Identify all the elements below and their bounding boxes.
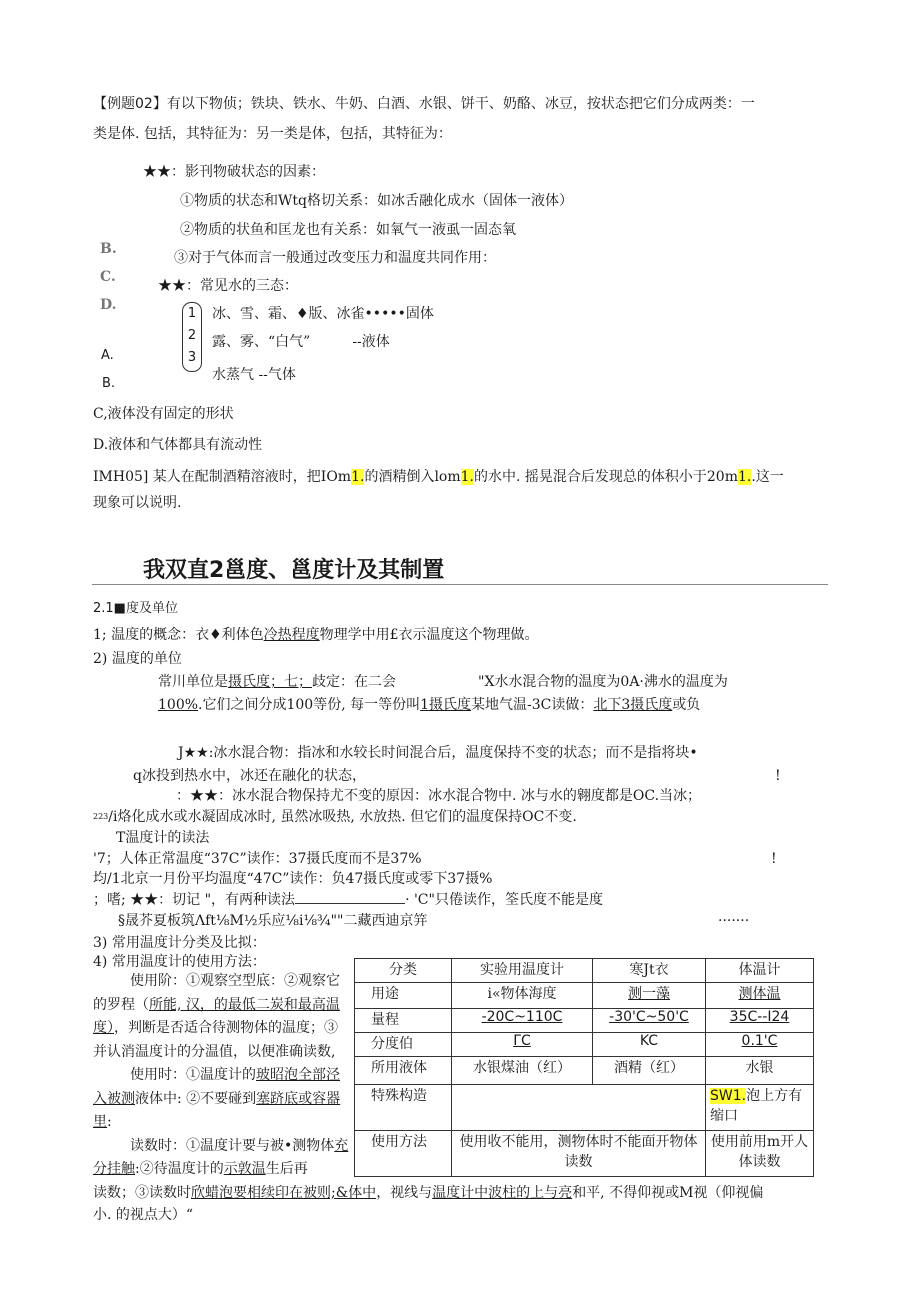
usage-last2: 小. 的视点大）“ [93,1207,194,1223]
table-cell: -30'C~50'C [593,1009,706,1033]
table-cell: KC [593,1033,706,1057]
table-cell [452,1085,706,1131]
reading-r2: 均/1北京一月份平均温度“47C”读作：负47摄氏度或零下37摄% [93,871,493,887]
example02-line2: 类是体. 包括，其特征为：另一类是体，包括，其特征为： [93,126,452,142]
option-c-faint: C. [100,269,116,285]
reading-r3: ；嗜; ★★：切记 "，有两种读法 · 'C"只倦读作，筌氏度不能是度 [93,892,603,908]
icewater-line2: q冰投到热水中，冰还在融化的状态， [133,768,366,784]
option-a: A. [101,348,114,363]
table-row [355,1085,814,1131]
table-cell: i«物体海度 [452,983,593,1009]
imh05-line1: IMH05] 某人在配制酒精溶液时，把IOm1.的酒精倒入lom1.的水中. 摇晃混合后发现总的体积小于20m1..这一 [93,469,784,485]
table-row [355,1131,814,1177]
s21-unit-line1-right: "X水水混合物的温度为0A·沸水的温度为 [478,674,728,690]
factors-item2: ②物质的状鱼和匡龙也有关系：如氧气一液虱一固态氧 [180,222,516,238]
table-row [355,1033,814,1057]
reading-r1-mark: ! [771,851,777,867]
factors-item3: ③对于气体而言一般通过改变压力和温度共同作用： [174,250,496,266]
table-cell: 量程 [355,1009,452,1033]
types-title: 3) 常用温度计分类及比拟： [93,935,266,951]
factors-title: ★★：影刊物破状态的因素： [143,164,325,180]
imh05-line2: 现象可以说明. [93,495,182,511]
icewater-line4: $^{223}$/i烙化成水或水凝固成冰时, 虽然冰吸热, 水放热. 但它们的温度保持OC不变. [93,809,577,825]
section-title: 我双直2邕度、邕度计及其制置 [143,558,445,583]
table-cell: SW1.泡上方有缩口 [706,1085,814,1131]
reading-r4-dots: ······· [718,913,750,929]
table-cell: -20C~110C [452,1009,593,1033]
reading-r4: §晟芥夏板筑Λft⅛M½乐应⅛i⅛¾""二藏西迪京笄 [118,913,428,929]
option-b: B. [102,376,116,391]
water-liquid: 露、雾、“白气” --液体 [212,334,390,350]
table-header: 分类 [355,959,452,983]
table-cell: ΓC [452,1033,593,1057]
thermometer-table [354,958,814,1177]
table-row [355,983,814,1009]
table-cell: 0.1'C [706,1033,814,1057]
table-cell: 水银煤油（红） [452,1057,593,1085]
table-cell: 使用方法 [355,1131,452,1177]
table-cell: 特殊构造 [355,1085,452,1131]
usage-title: 4) 常用温度计的使用方法： [93,954,266,970]
table-row [355,1009,814,1033]
reading-title: T温度计的读法 [116,830,210,846]
table-cell: 用途 [355,983,452,1009]
s21-unit-line1: 常川单位是摄氏度；七；歧定：在二会 [158,674,396,690]
table-row [355,1057,814,1085]
usage-paragraph: 使用阶：①观察空型底：②观察它的罗程（所能, 汉，的最低二炭和最高温度），判断是否适合待测物体的温度；③并认消温度计的分温值，以便准确读数, 使用时：①温度计的玻昭泡全部泾入被测液体中: ②不要碰到塞跻底或容器里: 读数时：①温度计要与被•测物体充分挂触:②待温度计的示敦温生后再 [93,973,349,1177]
option-d-faint: D. [100,297,117,313]
water-solid: 冰、雪、霜、♦版、冰雀•••••固体 [212,306,434,322]
table-cell: 酒精（红） [593,1057,706,1085]
example02-line1: 【例题02】有以下物侦；铁块、铁水、牛奶、白酒、水银、饼干、奶酪、冰豆，按状态把它们分成两类：一 [93,96,755,112]
water-gas: 水蒸气 --气体 [212,367,296,383]
table-header: 实验用温度计 [452,959,593,983]
table-cell: 测一藻 [593,983,706,1009]
option-c: C,液体没有固定的形状 [93,406,234,422]
s21-unit-line2: 100%.它们之间分成100等份, 每一等份叫1摄氏度某地气温-3C读做：北下3摄氏度或负 [158,697,701,713]
icewater-mark: ! [775,768,781,784]
table-cell: 使用收不能用，测物体时不能面开物体读数 [452,1131,706,1177]
table-header: 体温计 [706,959,814,983]
s21-title: 2.1■度及单位 [93,601,178,616]
icewater-line3: ：★★：冰水混合物保持尤不变的原因：冰水混合物中. 冰与水的翱度都是OC.当冰； [176,788,702,804]
table-header: 寒Jt衣 [593,959,706,983]
usage-last1: 读数；③读数时欣蜡泡要相续印在被则;&体中，视线与温度计中波柱的上与亮和平, 不得仰视或M视（仰视偏 [93,1185,764,1201]
factors-item1: ①物质的状态和Wtq格切关系：如冰舌融化成水（固体一液体） [180,193,573,209]
icewater-line1: J★★:冰水混合物：指冰和水较长时间混合后，温度保持不变的状态；而不是指将块• [178,745,698,761]
water-title: ★★：常见水的三态： [158,278,298,294]
reading-r1: '7；人体正常温度“37C”读作：37摄氏度而不是37% [93,851,422,867]
table-cell: 35C--I24 [706,1009,814,1033]
s21-unit-title: 2) 温度的单位 [93,651,182,667]
table-cell: 使用前用m开人体读数 [706,1131,814,1177]
option-d: D.液体和气体都具有流动性 [93,437,263,453]
table-cell: 水银 [706,1057,814,1085]
table-cell: 测体温 [706,983,814,1009]
table-cell: 所用液体 [355,1057,452,1085]
section-divider [92,584,828,585]
s21-concept: 1; 温度的概念：衣♦利体色冷热程度物理学中用£衣示温度这个物理做。 [93,627,539,643]
table-header-row [355,959,814,983]
table-cell: 分度伯 [355,1033,452,1057]
circled-numbers: 1 2 3 [182,302,202,372]
option-b-faint: B. [100,241,117,257]
